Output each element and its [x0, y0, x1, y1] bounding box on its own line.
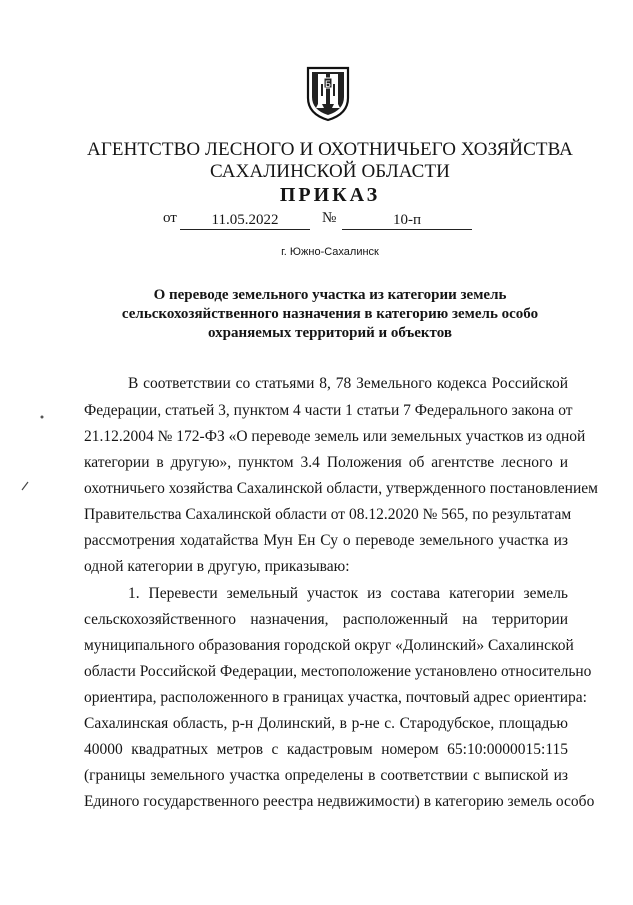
agency-name-line2: САХАЛИНСКОЙ ОБЛАСТИ: [209, 161, 450, 182]
body-line: Сахалинская область, р-н Долинский, в р-не с. Стародубское, площадью: [84, 715, 568, 732]
body-line: категории в другую», пунктом 3.4 Положения об агентстве лесного и: [84, 454, 568, 471]
body-line: сельскохозяйственного назначения, расположенный на территории: [84, 611, 568, 628]
subject-line: О переводе земельного участка из категории земель: [153, 287, 507, 303]
subject-line: сельскохозяйственного назначения в категорию земель особо: [121, 306, 539, 322]
date-label: от: [163, 210, 177, 226]
scan-speck-icon: [20, 480, 30, 492]
body-line: В соответствии со статьями 8, 78 Земельного кодекса Российской: [128, 375, 568, 392]
body-line: области Российской Федерации, местоположение установлено относительно: [84, 663, 592, 680]
body-line: охотничьего хозяйства Сахалинской области, утвержденного постановлением: [84, 480, 598, 497]
agency-name-line1: АГЕНТСТВО ЛЕСНОГО И ОХОТНИЧЬЕГО ХОЗЯЙСТВА: [87, 139, 573, 160]
subject-line: охраняемых территорий и объектов: [208, 325, 452, 341]
order-date: 11.05.2022: [180, 212, 310, 230]
body-line: Единого государственного реестра недвижимости) в категорию земель особо: [84, 793, 595, 810]
scan-speck-icon: [38, 412, 46, 422]
body-line: 1. Перевести земельный участок из состава категории земель: [128, 585, 568, 602]
order-subject: [110, 286, 550, 343]
body-line: рассмотрения ходатайства Мун Ен Су о переводе земельного участка из: [84, 532, 568, 549]
body-line: ориентира, расположенного в границах участка, почтовый адрес ориентира:: [84, 689, 587, 706]
number-label: №: [322, 210, 337, 226]
order-number: 10-п: [342, 212, 472, 230]
document-type: ПРИКАЗ: [279, 184, 381, 206]
body-line: одной категории в другую, приказываю:: [84, 558, 350, 575]
body-line: муниципального образования городской округ «Долинский» Сахалинской: [84, 637, 574, 654]
body-line: (границы земельного участка определены в соответствии с выпиской из: [84, 767, 568, 784]
body-line: Федерации, статьей 3, пунктом 4 части 1 статьи 7 Федерального закона от: [84, 402, 573, 419]
coat-of-arms-icon: [302, 64, 354, 122]
body-line: 40000 квадратных метров с кадастровым номером 65:10:0000015:115: [84, 741, 568, 758]
svg-text:Б: Б: [324, 80, 332, 90]
body-line: Правительства Сахалинской области от 08.12.2020 № 565, по результатам: [84, 506, 572, 523]
city: г. Южно-Сахалинск: [281, 246, 379, 258]
body-line: 21.12.2004 № 172-ФЗ «О переводе земель или земельных участков из одной: [84, 428, 586, 445]
